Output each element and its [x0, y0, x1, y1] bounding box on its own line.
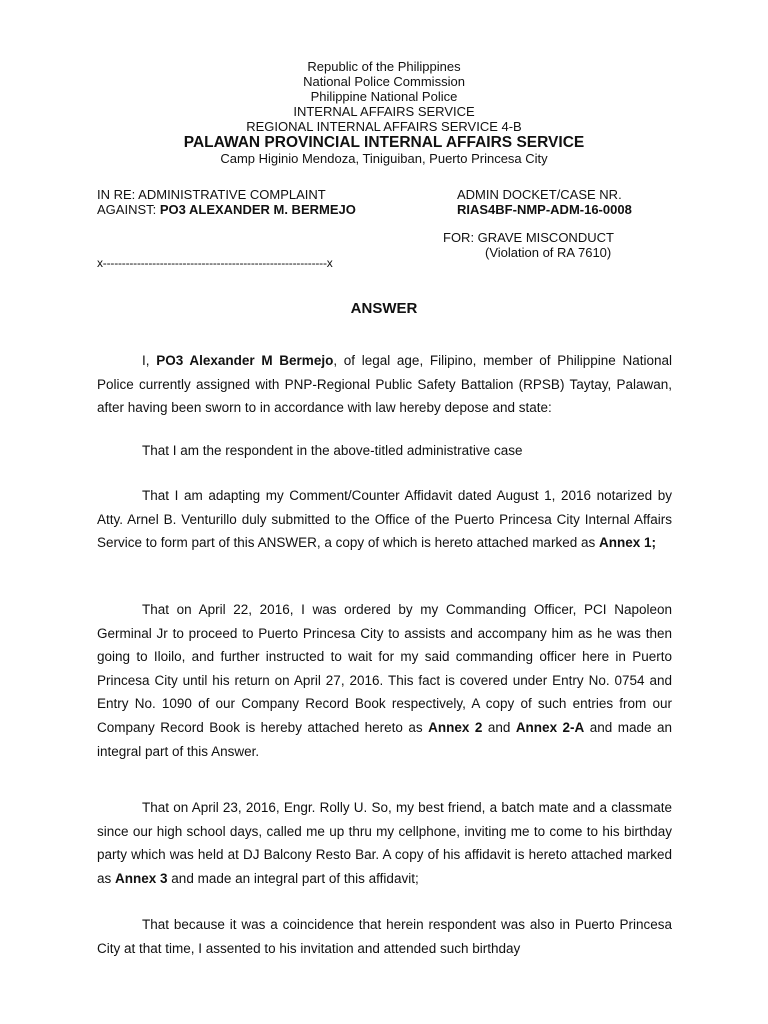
annex-1-reference: Annex 1; [598, 535, 656, 551]
letterhead-line-pnp: Philippine National Police [310, 89, 458, 104]
letterhead-line-ias: INTERNAL AFFAIRS SERVICE [293, 104, 475, 119]
text-run: and made an integral part of this affidavit; [167, 870, 419, 886]
text-run: , of legal age, Filipino, member of Philippine National Police currently assigned with PNP-Regional Public Safety Battalion (RPSB) Taytay, Palawan, after having been sworn to in accordance with law hereby depose and state: [97, 353, 672, 416]
caption-separator: x-----------------------------------------------------------x [97, 256, 333, 270]
text-run: and [482, 719, 516, 735]
annex-2a-reference: Annex 2-A [515, 719, 585, 735]
text-run: That I am adapting my Comment/Counter Affidavit dated August 1, 2016 notarized by Atty. Arnel B. Venturillo duly submitted to the Office of the Puerto Princesa City Internal Affairs Service to form part of this ANSWER, a copy of which is hereto attached marked as [97, 488, 672, 551]
caption-against [97, 202, 356, 217]
docket-number: RIAS4BF-NMP-ADM-16-0008 [457, 202, 632, 217]
letterhead-line-republic: Republic of the Philippines [307, 59, 461, 74]
text-run: and made an integral part of this Answer. [97, 719, 672, 759]
annex-2-reference: Annex 2 [428, 719, 483, 735]
charge-line: FOR: GRAVE MISCONDUCT [443, 230, 614, 245]
paragraph-introduction [97, 349, 672, 420]
text-run: I, [142, 353, 157, 368]
letterhead-line-rias: REGIONAL INTERNAL AFFAIRS SERVICE 4-B [246, 119, 522, 134]
letterhead-line-napolcom: National Police Commission [303, 74, 465, 89]
docket-label: ADMIN DOCKET/CASE NR. [457, 187, 622, 202]
text-run: That on April 23, 2016, Engr. Rolly U. So, my best friend, a batch mate and a classmate since our high school days, called me up thru my cellphone, inviting me to come to his birthday party which was held at DJ Balcony Resto Bar. A copy of his affidavit is hereto attached marked as [97, 800, 672, 886]
paragraph-orders [97, 598, 672, 763]
letterhead [0, 59, 768, 166]
paragraph-counter-affidavit [97, 484, 672, 555]
respondent-name: PO3 Alexander M Bermejo [156, 353, 334, 368]
caption-against-label: AGAINST: [97, 202, 160, 217]
caption-respondent-name: PO3 ALEXANDER M. BERMEJO [159, 202, 356, 217]
charge-violation: (Violation of RA 7610) [485, 245, 612, 260]
letterhead-address: Camp Higinio Mendoza, Tiniguiban, Puerto Princesa City [220, 151, 548, 166]
document-title: ANSWER [350, 300, 418, 317]
caption-in-re: IN RE: ADMINISTRATIVE COMPLAINT [97, 187, 326, 202]
annex-3-reference: Annex 3 [115, 870, 168, 886]
text-run: That on April 22, 2016, I was ordered by my Commanding Officer, PCI Napoleon Germinal Jr to proceed to Puerto Princesa City to assists and accompany him as he was then going to Iloilo, and further instructed to wait for my said commanding officer here in Puerto Princesa City until his return on April 27, 2016. This fact is covered under Entry No. 0754 and Entry No. 1090 of our Company Record Book respectively, A copy of such entries from our Company Record Book is hereby attached hereto as [97, 602, 672, 735]
paragraph-invitation [97, 796, 672, 890]
paragraph-attendance: That because it was a coincidence that herein respondent was also in Puerto Princesa City at that time, I assented to his invitation and attended such birthday [97, 917, 672, 956]
paragraph-respondent: That I am the respondent in the above-titled administrative case [142, 443, 523, 458]
letterhead-office-name: PALAWAN PROVINCIAL INTERNAL AFFAIRS SERVICE [183, 134, 585, 151]
